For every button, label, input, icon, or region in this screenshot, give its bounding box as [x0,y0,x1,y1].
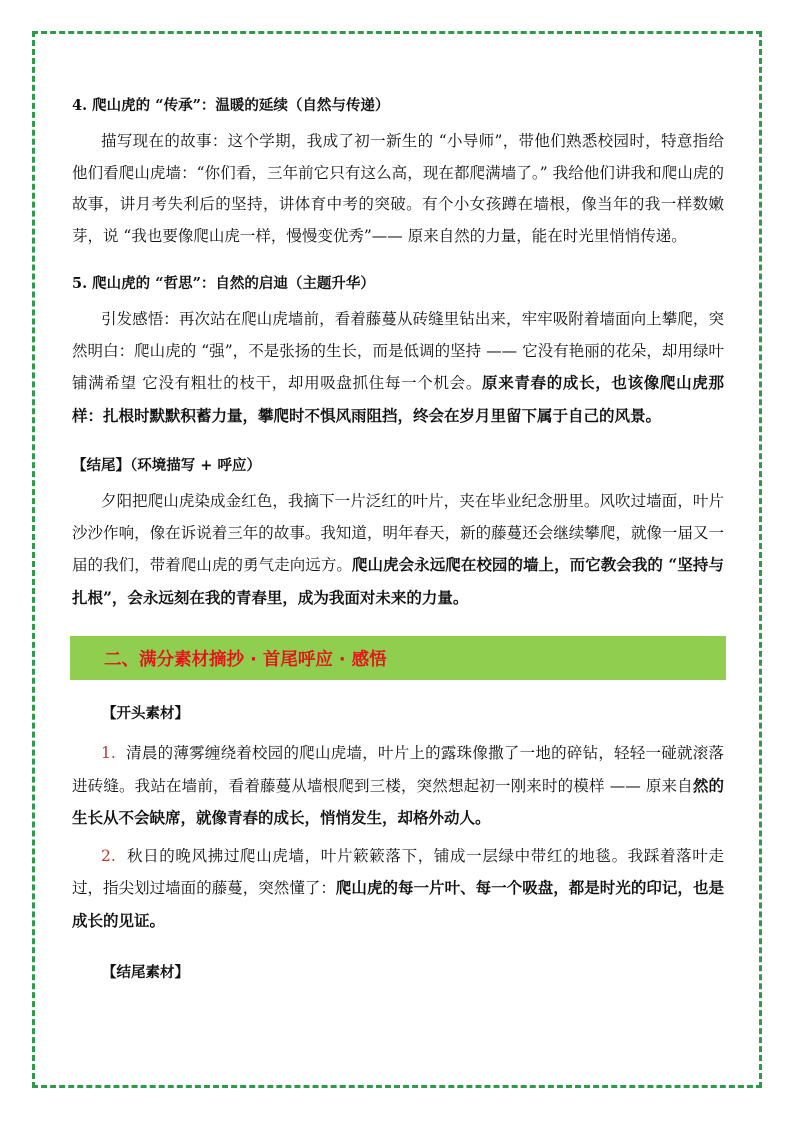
opening-item-1 [72,738,724,835]
ending-heading-label: 【结尾】 [72,457,130,474]
opening-material-heading: 【开头素材】 [102,705,189,722]
ending-bold-text: 爬山虎会永远爬在校园的墙上，而它教会我的 “坚持与扎根”，会永远刻在我的青春里，成为我面对未来的力量。 [72,555,724,607]
item-number: 1. [101,744,116,762]
section5-heading: 5. 爬山虎的 “哲思”：自然的启迪（主题升华） [72,275,375,292]
item-number: 2. [101,846,116,865]
section4-paragraph: 描写现在的故事：这个学期，我成了初一新生的 “小导师”，带他们熟悉校园时，特意指给他们看爬山虎墙：“你们看，三年前它只有这么高，现在都爬满墙了。” 我给他们讲我和爬山虎的故事，讲月考失利后的坚持，讲体育中考的突破。有个小女孩蹲在墙根，像当年的我一样数嫩芽，说 “我也要像爬山虎一样，慢慢变优秀”—— 原来自然的力量，能在时光里悄悄传递。 [72,132,724,245]
banner-title: 二、满分素材摘抄 · 首尾呼应 · 感悟 [104,649,387,670]
opening-item-2 [72,841,724,938]
ending-text: 夕阳把爬山虎染成金红色，我摘下一片泛红的叶片，夹在毕业纪念册里。风吹过墙面，叶片沙沙作响，像在诉说着三年的故事。我知道，明年春天，新的藤蔓还会继续攀爬，就像一届又一届的我们，带着爬山虎的勇气走向远方。 [72,492,724,574]
ending-paragraph [72,486,724,614]
opening-item-1-bold: 然的生长从不会缺席，就像青春的成长，悄悄发生，却格外动人。 [72,775,724,827]
section5-paragraph [72,304,724,432]
opening-item-2-text: 秋日的晚风拂过爬山虎墙，叶片簌簌落下，铺成一层绿中带红的地毯。我踩着落叶走过，指尖划过墙面的藤蔓，突然懂了： [72,846,724,897]
document-body [72,92,724,987]
section5-text: 引发感悟：再次站在爬山虎墙前，看着藤蔓从砖缝里钻出来，牢牢吸附着墙面向上攀爬，突然明白：爬山虎的 “强”，不是张扬的生长，而是低调的坚持 —— 它没有艳丽的花朵，却用绿叶铺满希望 它没有粗壮的枝干，却用吸盘抓住每一个机会。 [72,310,724,392]
section5-bold-text: 原来青春的成长，也该像爬山虎那样：扎根时默默积蓄力量，攀爬时不惧风雨阻挡，终会在岁月里留下属于自己的风景。 [72,373,724,425]
section4-heading: 4. 爬山虎的 “传承”：温暖的延续（自然与传递） [72,97,390,114]
opening-item-1-text: 清晨的薄雾缠绕着校园的爬山虎墙，叶片上的露珠像撒了一地的碎钻，轻轻一碰就滚落进砖缝。我站在墙前，看着藤蔓从墙根爬到三楼，突然想起初一刚来时的模样 —— 原来自 [72,744,724,795]
ending-heading [72,452,724,480]
section-banner [70,636,726,680]
ending-heading-note: （环境描写 + 呼应） [130,457,261,474]
opening-item-2-bold: 爬山虎的每一片叶、每一个吸盘，都是时光的印记，也是成长的见证。 [72,878,724,930]
ending-material-heading: 【结尾素材】 [102,964,189,981]
